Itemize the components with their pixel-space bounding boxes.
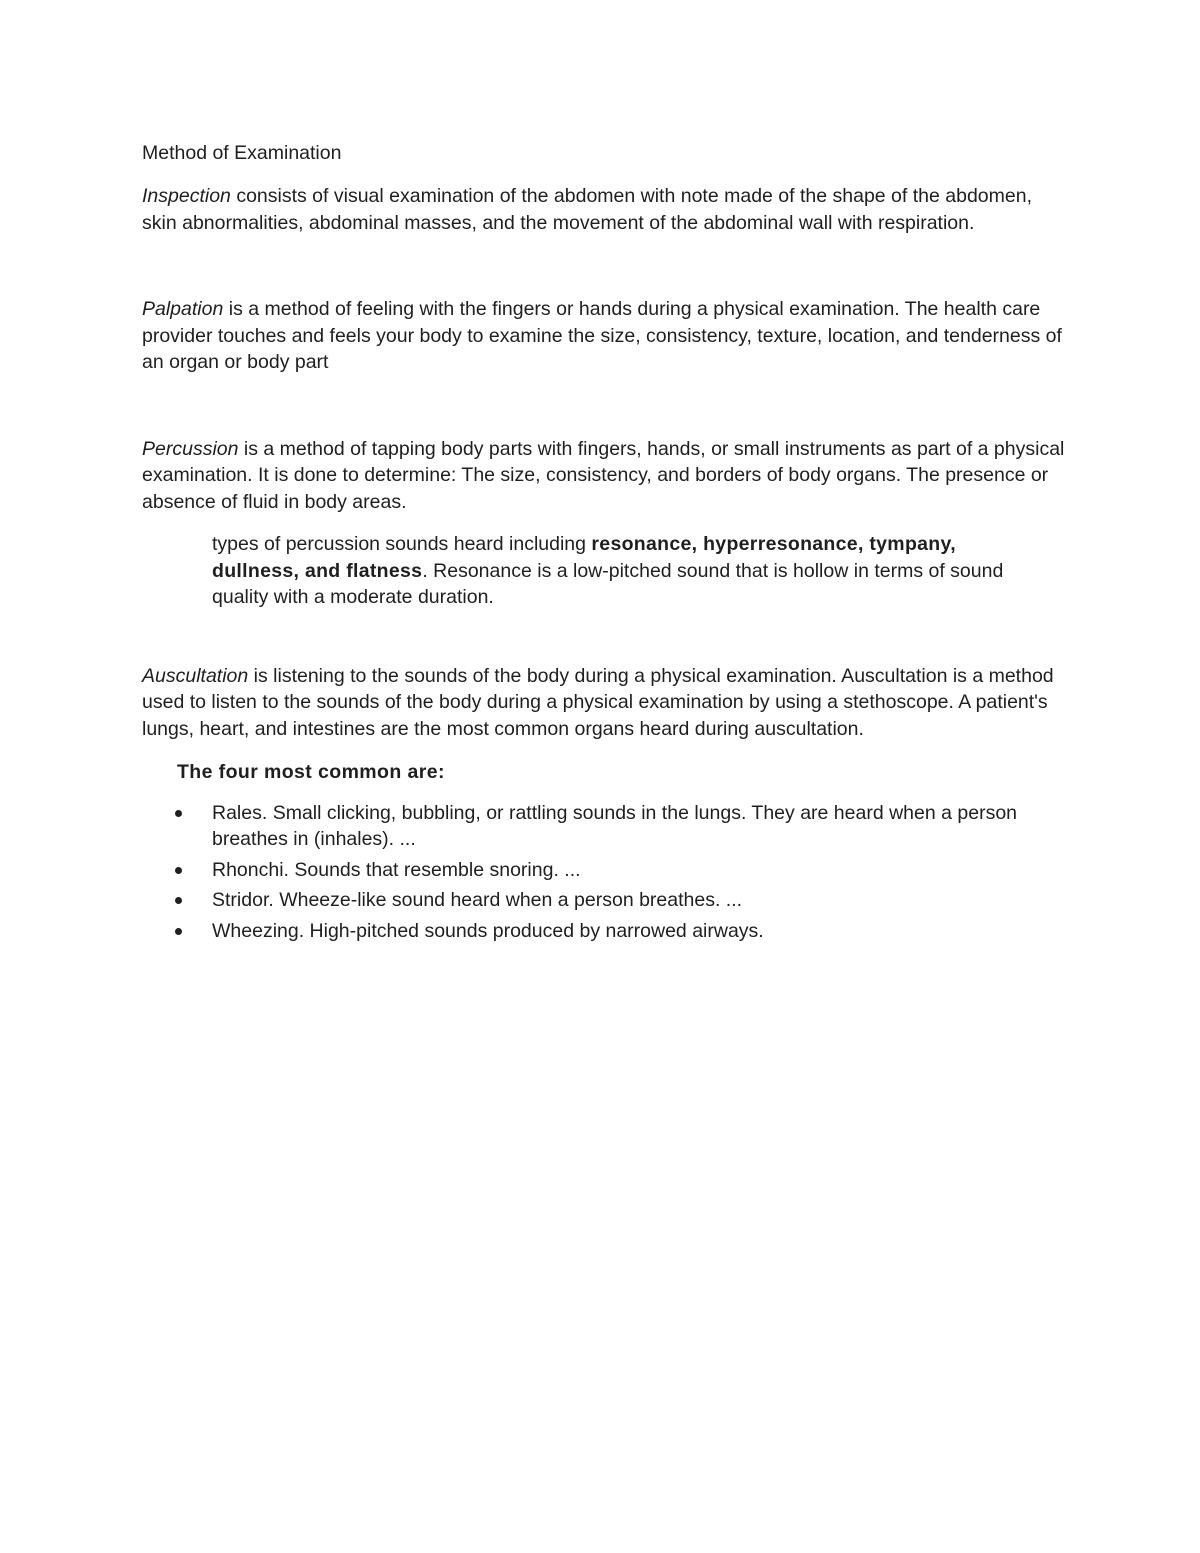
percussion-term: Percussion — [142, 437, 239, 460]
percussion-sounds-bold: resonance, hyperresonance, tympany, dullness, and flatness — [212, 533, 956, 582]
spacer — [142, 376, 1067, 436]
list-item-text: Wheezing. High-pitched sounds produced by narrowed airways. — [212, 919, 764, 942]
list-item-text: Rales. Small clicking, bubbling, or rattling sounds in the lungs. They are heard when a person breathes in (inhales). ... — [212, 801, 1018, 850]
palpation-paragraph — [142, 296, 1067, 376]
list-item-text: Rhonchi. Sounds that resemble snoring. ... — [212, 858, 581, 881]
palpation-text: is a method of feeling with the fingers or hands during a physical examination. The health care provider touches and feels your body to examine the size, consistency, texture, location, and tenderness of an organ or body part — [142, 298, 1062, 373]
percussion-paragraph — [142, 436, 1067, 516]
list-item — [142, 918, 1042, 945]
inspection-term: Inspection — [142, 185, 231, 207]
list-item — [142, 887, 1042, 914]
auscultation-sounds-list — [142, 800, 1067, 945]
auscultation-text: is listening to the sounds of the body during a physical examination. Auscultation is a method used to listen to the sounds of the body during a physical examination by using a stethoscope. A patient's lungs, heart, and intestines are the most common organs heard during auscultation. — [142, 664, 1054, 740]
document-title: Method of Examination — [142, 142, 342, 164]
document-body — [142, 140, 1067, 948]
bullet-icon — [175, 897, 182, 904]
auscultation-subheading: The four most common are: — [177, 761, 445, 783]
list-item-text: Stridor. Wheeze-like sound heard when a person breathes. ... — [212, 889, 743, 911]
auscultation-term: Auscultation — [142, 664, 249, 687]
spacer — [142, 236, 1067, 296]
spacer — [142, 611, 1067, 663]
inspection-text: consists of visual examination of the abdomen with note made of the shape of the abdomen, skin abnormalities, abdominal masses, and the movement of the abdominal wall with respiration. — [142, 185, 1032, 234]
bullet-icon — [175, 928, 182, 935]
auscultation-paragraph — [142, 663, 1067, 743]
percussion-sounds-paragraph — [212, 531, 1042, 611]
inspection-paragraph — [142, 183, 1067, 236]
list-item — [142, 800, 1042, 853]
percussion-sounds-intro: types of percussion sounds heard including — [212, 533, 592, 555]
percussion-sounds-rest: . Resonance is a low-pitched sound that is hollow in terms of sound quality with a moderate duration. — [212, 559, 1004, 608]
percussion-text: is a method of tapping body parts with fingers, hands, or small instruments as part of a physical examination. It is done to determine: The size, consistency, and borders of body organs. The presence or absence of fluid in body areas. — [142, 437, 1065, 513]
bullet-icon — [175, 810, 182, 817]
bullet-icon — [175, 867, 182, 874]
list-item — [142, 857, 1042, 884]
palpation-term: Palpation — [142, 298, 224, 320]
